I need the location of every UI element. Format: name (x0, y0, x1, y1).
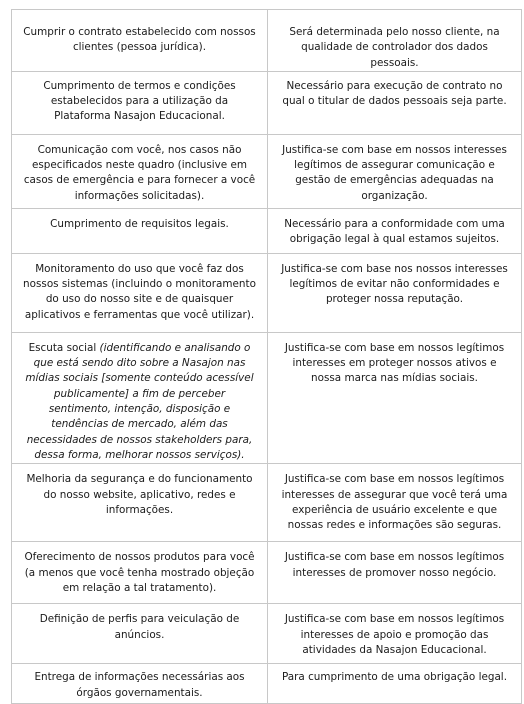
purpose-text: Definição de perfis para veiculação de anúncios. (39, 613, 240, 641)
table-row (12, 542, 522, 604)
legal-basis-cell (268, 604, 522, 664)
legal-basis-text: Será determinada pelo nosso cliente, na qualidade de controlador dos dados pessoais. (289, 26, 500, 69)
legal-basis-cell (268, 71, 522, 134)
data-processing-table (11, 9, 522, 704)
purpose-cell (12, 332, 268, 463)
legal-basis-text: Para cumprimento de uma obrigação legal. (281, 671, 508, 684)
purpose-cell (12, 664, 268, 704)
legal-basis-text: Justifica-se com base em nossos legítimos interesses de assegurar que você terá uma experiência de usuário excelente e que nossas redes e informações são seguras. (281, 473, 508, 532)
legal-basis-text: Justifica-se com base em nossos legítimos interesses em proteger nossos ativos e nossa marca nas mídias sociais. (284, 341, 505, 385)
table-row (12, 604, 522, 664)
legal-basis-text: Necessário para execução de contrato no qual o titular de dados pessoais seja parte. (282, 79, 507, 108)
purpose-cell (12, 134, 268, 208)
table-row (12, 664, 522, 704)
purpose-text (23, 333, 256, 463)
purpose-text: Cumprir o contrato estabelecido com nossos clientes (pessoa jurídica). (23, 26, 256, 54)
purpose-text: Monitoramento do uso que você faz dos nossos sistemas (incluindo o monitoramento do uso do nosso site e de quaisquer aplicativos e ferramentas que você utilizar). (23, 262, 256, 321)
legal-basis-cell (268, 542, 522, 604)
purpose-cell (12, 464, 268, 542)
table-row (12, 134, 522, 208)
purpose-cell (12, 71, 268, 134)
legal-basis-cell (268, 134, 522, 208)
legal-basis-cell (268, 10, 522, 72)
purpose-text: Cumprimento de termos e condições estabelecidos para a utilização da Plataforma Nasajon Educacional. (43, 79, 236, 123)
purpose-text: Oferecimento de nossos produtos para você (a menos que você tenha mostrado objeção em relação a tal tratamento). (24, 551, 255, 594)
legal-basis-text: Justifica-se com base nos nossos interesses legítimos de evitar não conformidades e proteger nossa reputação. (281, 262, 508, 306)
purpose-cell (12, 604, 268, 664)
legal-basis-text: Necessário para a conformidade com uma obrigação legal à qual estamos sujeitos. (284, 217, 505, 246)
legal-basis-cell (268, 253, 522, 332)
legal-basis-text: Justifica-se com base em nossos interesses legítimos de assegurar comunicação e gestão de emergências adequadas na organização. (282, 143, 507, 202)
table-row (12, 10, 522, 72)
purpose-text: Comunicação com você, nos casos não especificados neste quadro (inclusive em casos de emergência e para fornecer a você informações solicitadas). (23, 143, 256, 202)
table-row (12, 208, 522, 253)
legal-basis-cell (268, 664, 522, 704)
purpose-cell (12, 208, 268, 253)
purpose-text: Entrega de informações necessárias aos órgãos governamentais. (34, 671, 245, 699)
purpose-cell (12, 10, 268, 72)
purpose-cell (12, 253, 268, 332)
table-row (12, 253, 522, 332)
table-row (12, 71, 522, 134)
legal-basis-cell (268, 332, 522, 463)
purpose-text: Cumprimento de requisitos legais. (50, 217, 229, 230)
legal-basis-text: Justifica-se com base em nossos legítimos interesses de apoio e promoção das atividades da Nasajon Educacional. (284, 613, 505, 656)
purpose-cell (12, 542, 268, 604)
legal-basis-cell (268, 464, 522, 542)
purpose-text-plain: Escuta social (28, 341, 97, 354)
table-row (12, 332, 522, 463)
legal-basis-cell (268, 208, 522, 253)
legal-basis-text: Justifica-se com base em nossos legítimos interesses de promover nosso negócio. (284, 551, 505, 579)
table-row (12, 464, 522, 542)
purpose-text: Melhoria da segurança e do funcionamento do nosso website, aplicativo, redes e informações. (26, 473, 253, 516)
purpose-text-italic: (identificando e analisando o que está sendo dito sobre a Nasajon nas mídias sociais [somente conteúdo acessível publicamente] a fim de perceber sentimento, intenção, disposição e tendências de mercado, além das necessidades de nossos stakeholders para, dessa forma, melhorar nossos serviços). (25, 341, 254, 461)
